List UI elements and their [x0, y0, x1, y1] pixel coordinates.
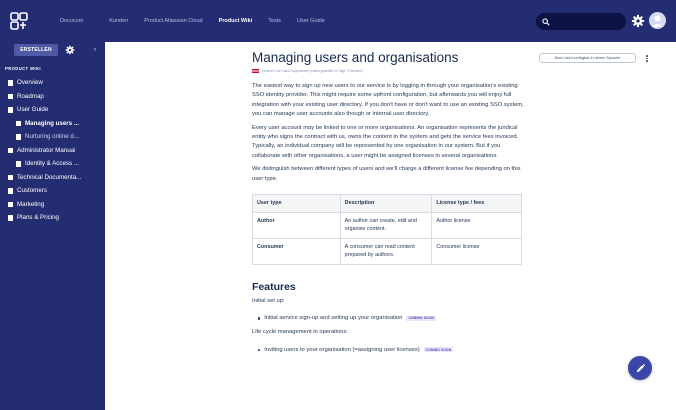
table-cell: A consumer can read content prepared by authors.	[340, 238, 432, 264]
page-icon	[16, 134, 21, 140]
page-title: Managing users and organisations	[252, 50, 459, 65]
sidebar-item-technical-documentation[interactable]: Technical Documenta...	[0, 171, 105, 185]
bullet-icon	[258, 349, 260, 351]
page-tree	[0, 76, 105, 225]
search-icon	[542, 18, 550, 26]
table-row	[253, 212, 522, 238]
sidebar-item-plans-pricing[interactable]: Plans & Pricing	[0, 211, 105, 225]
sidebar-item-customers[interactable]: Customers	[0, 184, 105, 198]
paragraph-user-types: We distinguish between different types of users and we'll charge a different license fee depending on this user type.	[252, 166, 521, 182]
table-cell: An author can create, edit and organise content.	[340, 212, 432, 238]
list-item-text: Inviting users to your organisation (=assigning user licenses)	[264, 346, 420, 353]
table-header: User type	[253, 195, 341, 213]
initial-setup-label: Initial set up:	[252, 298, 285, 305]
sidebar-item-administrator-manual[interactable]: Administrator Manual	[0, 144, 105, 158]
sidebar-item-nurturing-online[interactable]: Nurturing online d...	[0, 130, 105, 144]
table-header-row	[253, 195, 522, 213]
user-type-table	[252, 194, 522, 265]
page-version-info[interactable]: Version 2 von Hans Doppelmaier (zuletzt geändert 14 Tage, 3 Stunden)	[262, 69, 363, 73]
space-settings-icon[interactable]	[65, 45, 75, 55]
nav-docucom[interactable]: Docucom	[60, 18, 84, 24]
page-icon	[8, 94, 13, 100]
features-heading: Features	[252, 281, 296, 294]
page-icon	[8, 175, 13, 181]
page-icon	[8, 80, 13, 86]
table-cell: Consumer license	[432, 238, 522, 264]
nav-product-wiki[interactable]: Product Wiki	[218, 18, 253, 24]
language-badge[interactable]: Noch nicht verfügbar in deiner Sprache	[539, 53, 636, 63]
page-icon	[8, 188, 13, 194]
nav-product-atlassian-cloud[interactable]: Product Atlassian Cloud	[144, 18, 203, 24]
edit-page-button[interactable]	[628, 356, 652, 380]
sidebar-item-roadmap[interactable]: Roadmap	[0, 90, 105, 104]
sidebar-item-user-guide[interactable]: User Guide	[0, 103, 105, 117]
list-item	[252, 347, 527, 353]
table-row	[253, 238, 522, 264]
page-icon	[16, 121, 21, 127]
sidebar-item-marketing[interactable]: Marketing	[0, 198, 105, 212]
nav-user-guide[interactable]: User Guide	[297, 18, 325, 24]
list-item	[252, 315, 527, 321]
page-meta	[252, 67, 527, 75]
collapse-sidebar-icon[interactable]: ‹	[94, 47, 96, 53]
sidebar-item-managing-users[interactable]: Managing users ...	[0, 117, 105, 131]
search-input[interactable]	[536, 13, 626, 30]
nav-tests[interactable]: Tests	[268, 18, 282, 24]
list-item-text: Initial service sign-up and setting up your organisation	[264, 315, 403, 322]
coming-soon-badge: COMING SOON	[425, 347, 452, 352]
space-label: PRODUCT WIKI	[5, 66, 41, 71]
language-flag-icon	[252, 69, 259, 74]
page-icon	[16, 161, 21, 167]
table-header: Description	[340, 195, 432, 213]
sidebar-item-overview[interactable]: Overview	[0, 76, 105, 90]
table-cell: Author license	[432, 212, 522, 238]
top-navigation-bar	[0, 0, 676, 42]
coming-soon-badge: COMING SOON	[408, 316, 435, 321]
user-avatar[interactable]	[649, 12, 666, 29]
table-header: License type / fees	[432, 195, 522, 213]
user-icon	[649, 12, 666, 29]
page-content	[252, 50, 527, 353]
table-cell: Author	[253, 212, 341, 238]
pencil-icon	[635, 363, 646, 374]
space-nav	[38, 0, 333, 42]
bullet-icon	[258, 317, 260, 319]
more-actions-icon[interactable]	[644, 54, 650, 63]
paragraph-sso: The easiest way to sign up new users to our service is by logging in through your organisation's existing SSO identity provider. This might require some upfront configuration, but afterwards you will enjoy full integration with your existing user directory. If you don't have or don't want to use an existing SSO system, you can manage user accounts also though or internal user directory.	[252, 83, 524, 118]
nav-kunden[interactable]: Kunden	[109, 18, 129, 24]
page-icon	[8, 202, 13, 208]
table-cell: Consumer	[253, 238, 341, 264]
page-icon	[8, 107, 13, 113]
create-button[interactable]: ERSTELLEN	[14, 44, 58, 56]
sidebar	[0, 42, 105, 410]
app-logo-icon[interactable]	[0, 0, 38, 42]
lifecycle-label: Life cycle management in operations:	[252, 329, 349, 336]
paragraph-organisations: Every user account may be linked to one or more organisations. An organisation represents the juridical entity who signs the contract with us, owns the content in the system and gets the service fees invoiced. Typically, an individual company will be represented by one organisation in our system. But if you collaborate with other organisations, a user might be assigned licenses in several organisations.	[252, 124, 519, 159]
page-icon	[8, 215, 13, 221]
settings-gear-icon[interactable]	[631, 14, 645, 28]
sidebar-item-identity-access[interactable]: Identity & Access ...	[0, 157, 105, 171]
page-icon	[8, 148, 13, 154]
